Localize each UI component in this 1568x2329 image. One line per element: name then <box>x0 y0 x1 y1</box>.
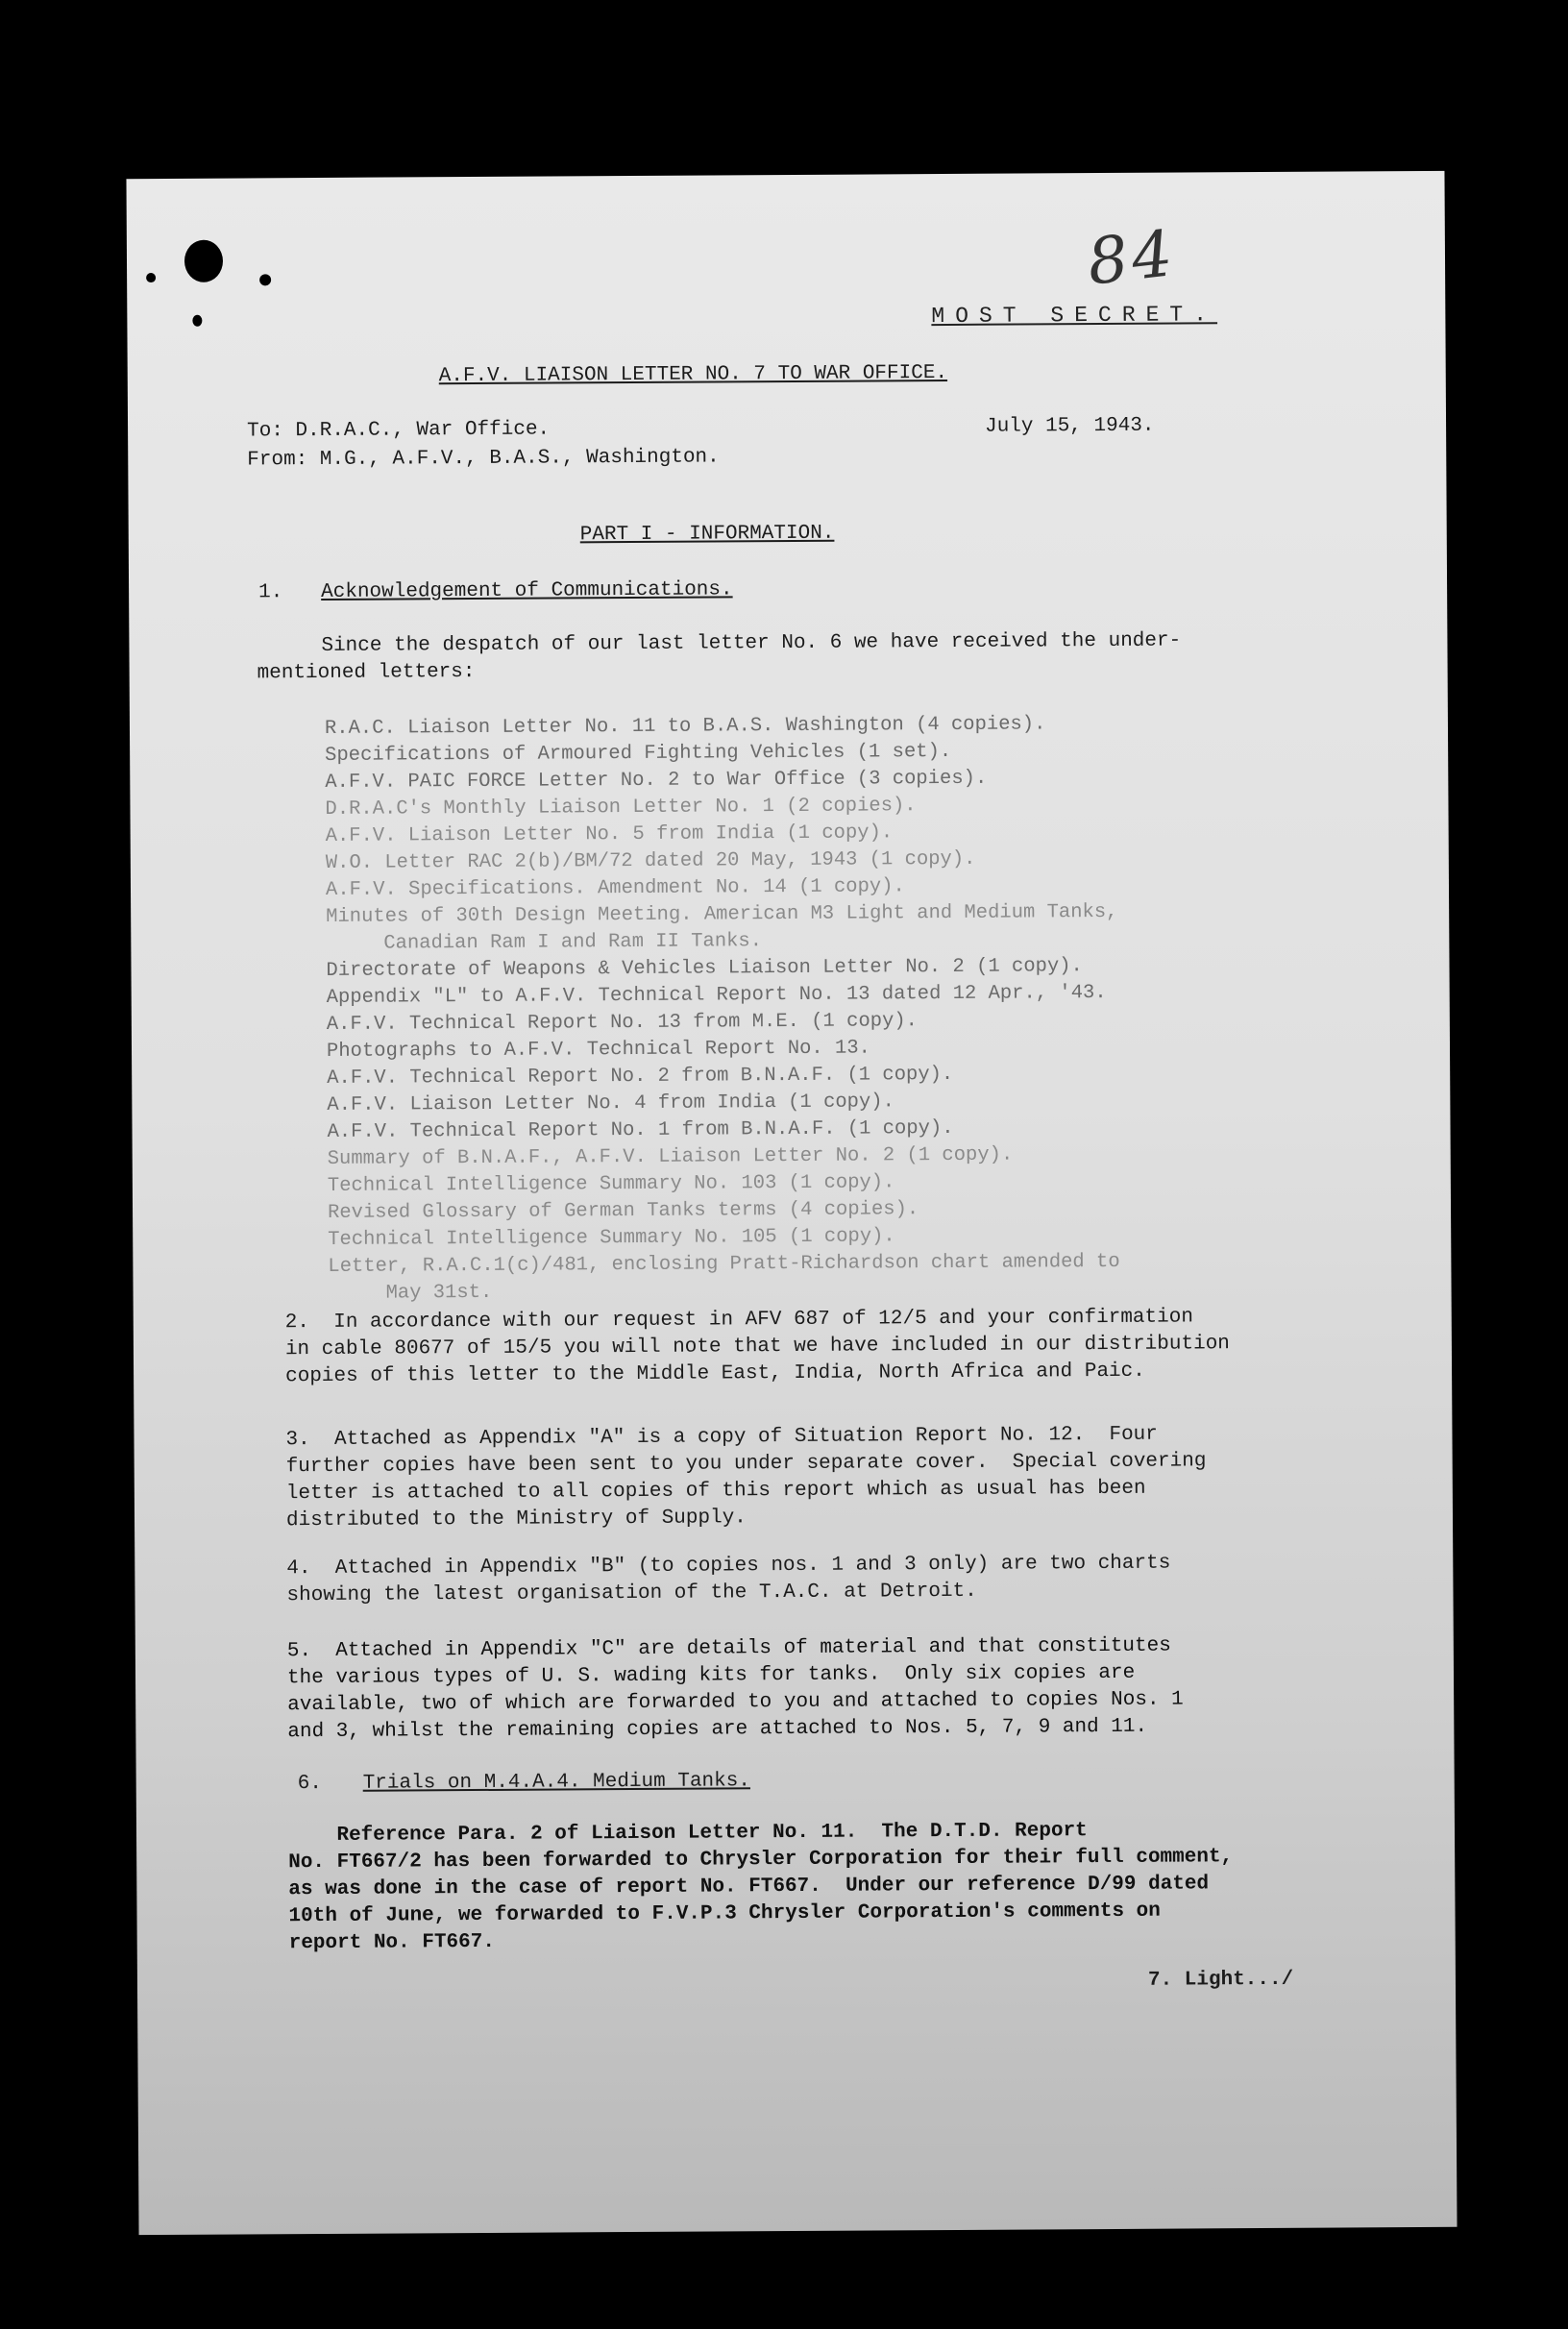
section-intro: mentioned letters: <box>257 661 476 685</box>
list-item: Canadian Ram I and Ram II Tanks. <box>383 930 763 955</box>
section-number: 1. <box>258 581 283 604</box>
punch-hole <box>259 274 271 285</box>
list-item: Photographs to A.F.V. Technical Report No. 13. <box>326 1037 870 1063</box>
list-item: D.R.A.C's Monthly Liaison Letter No. 1 (2 copies). <box>325 795 917 821</box>
section-number: 5. <box>286 1640 312 1663</box>
section-number: 4. <box>286 1557 311 1581</box>
section-5 <box>287 1633 1184 1747</box>
list-item: A.F.V. PAIC FORCE Letter No. 2 to War Office (3 copies). <box>325 767 988 794</box>
section-heading: Acknowledgement of Communications. <box>321 578 733 603</box>
letter-date: July 15, 1943. <box>984 414 1155 438</box>
paragraph-line: the various types of U. S. wading kits for tanks. Only six copies are <box>286 1661 1136 1690</box>
paragraph-line: available, two of which are forwarded to you and attached to copies Nos. 1 <box>287 1688 1184 1717</box>
paragraph-line: letter is attached to all copies of this report which as usual has been <box>285 1477 1146 1506</box>
list-item: Revised Glossary of German Tanks terms (4 copies). <box>327 1198 919 1224</box>
paragraph-line: report No. FT667. <box>288 1930 496 1955</box>
list-item: Directorate of Weapons & Vehicles Liaison Letter No. 2 (1 copy). <box>326 955 1083 982</box>
continuation-marker: 7. Light.../ <box>1147 1968 1294 1992</box>
paragraph-line: Attached as Appendix "A" is a copy of Situation Report No. 12. Four <box>333 1423 1158 1451</box>
section-intro: Since the despatch of our last letter No. 6 we have received the under- <box>321 629 1182 657</box>
list-item: Technical Intelligence Summary No. 105 (1 copy). <box>328 1225 895 1251</box>
document-page <box>126 171 1457 2235</box>
handwritten-page-number: 84 <box>1084 215 1180 300</box>
section-6 <box>288 1817 1234 1957</box>
list-item: A.F.V. Technical Report No. 13 from M.E. (1 copy). <box>326 1010 919 1036</box>
section-4 <box>286 1551 1170 1610</box>
section-heading: Trials on M.4.A.4. Medium Tanks. <box>362 1770 751 1795</box>
paragraph-line: 10th of June, we forwarded to F.V.P.3 Chrysler Corporation's comments on <box>288 1900 1161 1928</box>
list-item: May 31st. <box>385 1281 493 1305</box>
paragraph-line: In accordance with our request in AFV 687 of 12/5 and your confirmation <box>333 1306 1193 1334</box>
section-number: 3. <box>285 1429 310 1452</box>
list-item: A.F.V. Specifications. Amendment No. 14 (1 copy). <box>325 875 905 901</box>
list-item: R.A.C. Liaison Letter No. 11 to B.A.S. Washington (4 copies). <box>324 713 1046 740</box>
section-number: 2. <box>284 1312 310 1335</box>
punch-hole <box>146 273 156 282</box>
paragraph-line: showing the latest organisation of the T.A.C. at Detroit. <box>286 1580 977 1607</box>
list-item: Appendix "L" to A.F.V. Technical Report No. 13 dated 12 Apr., '43. <box>326 981 1107 1009</box>
list-item: A.F.V. Technical Report No. 2 from B.N.A.F. (1 copy). <box>327 1063 954 1090</box>
section-number: 6. <box>297 1772 322 1796</box>
list-item: A.F.V. Technical Report No. 1 from B.N.A.F. (1 copy). <box>327 1116 954 1143</box>
paragraph-line: as was done in the case of report No. FT667. Under our reference D/99 dated <box>288 1873 1210 1901</box>
list-item: Letter, R.A.C.1(c)/481, enclosing Pratt-Richardson chart amended to <box>328 1250 1120 1278</box>
list-item: A.F.V. Liaison Letter No. 5 from India (1 copy). <box>325 821 894 847</box>
list-item: Specifications of Armoured Fighting Vehicles (1 set). <box>325 740 952 767</box>
list-item: W.O. Letter RAC 2(b)/BM/72 dated 20 May, 1943 (1 copy). <box>325 847 976 874</box>
list-item: Technical Intelligence Summary No. 103 (1 copy). <box>327 1171 895 1197</box>
paragraph-line: Attached in Appendix "C" are details of material and that constitutes <box>335 1634 1171 1662</box>
paragraph-line: in cable 80677 of 15/5 you will note that we have included in our distribution <box>284 1333 1230 1361</box>
header-to: To: D.R.A.C., War Office. <box>247 418 551 443</box>
section-2 <box>285 1304 1230 1390</box>
header-from: From: M.G., A.F.V., B.A.S., Washington. <box>247 446 720 472</box>
list-item: Summary of B.N.A.F., A.F.V. Liaison Letter No. 2 (1 copy). <box>327 1143 1014 1170</box>
punch-hole <box>184 240 223 282</box>
received-letters-list <box>325 711 1120 1308</box>
paragraph-line: No. FT667/2 has been forwarded to Chrysler Corporation for their full comment, <box>288 1846 1234 1875</box>
paragraph-line: and 3, whilst the remaining copies are attached to Nos. 5, 7, 9 and 11. <box>287 1715 1148 1744</box>
paragraph-line: further copies have been sent to you under separate cover. Special covering <box>285 1450 1207 1479</box>
paragraph-line: Reference Para. 2 of Liaison Letter No. 11. The D.T.D. Report <box>336 1820 1088 1847</box>
paragraph-line: distributed to the Ministry of Supply. <box>285 1507 747 1532</box>
paragraph-line: copies of this letter to the Middle East, India, North Africa and Paic. <box>285 1360 1145 1388</box>
paragraph-line: Attached in Appendix "B" (to copies nos. 1 and 3 only) are two charts <box>334 1552 1171 1580</box>
classification-stamp: MOST SECRET. <box>931 302 1218 330</box>
section-3 <box>285 1421 1206 1534</box>
letter-title: A.F.V. LIAISON LETTER NO. 7 TO WAR OFFICE. <box>438 361 948 388</box>
punch-hole <box>192 315 202 327</box>
list-item: Minutes of 30th Design Meeting. American M3 Light and Medium Tanks, <box>326 900 1118 928</box>
part-heading: PART I - INFORMATION. <box>579 522 835 547</box>
list-item: A.F.V. Liaison Letter No. 4 from India (1 copy). <box>327 1091 894 1116</box>
